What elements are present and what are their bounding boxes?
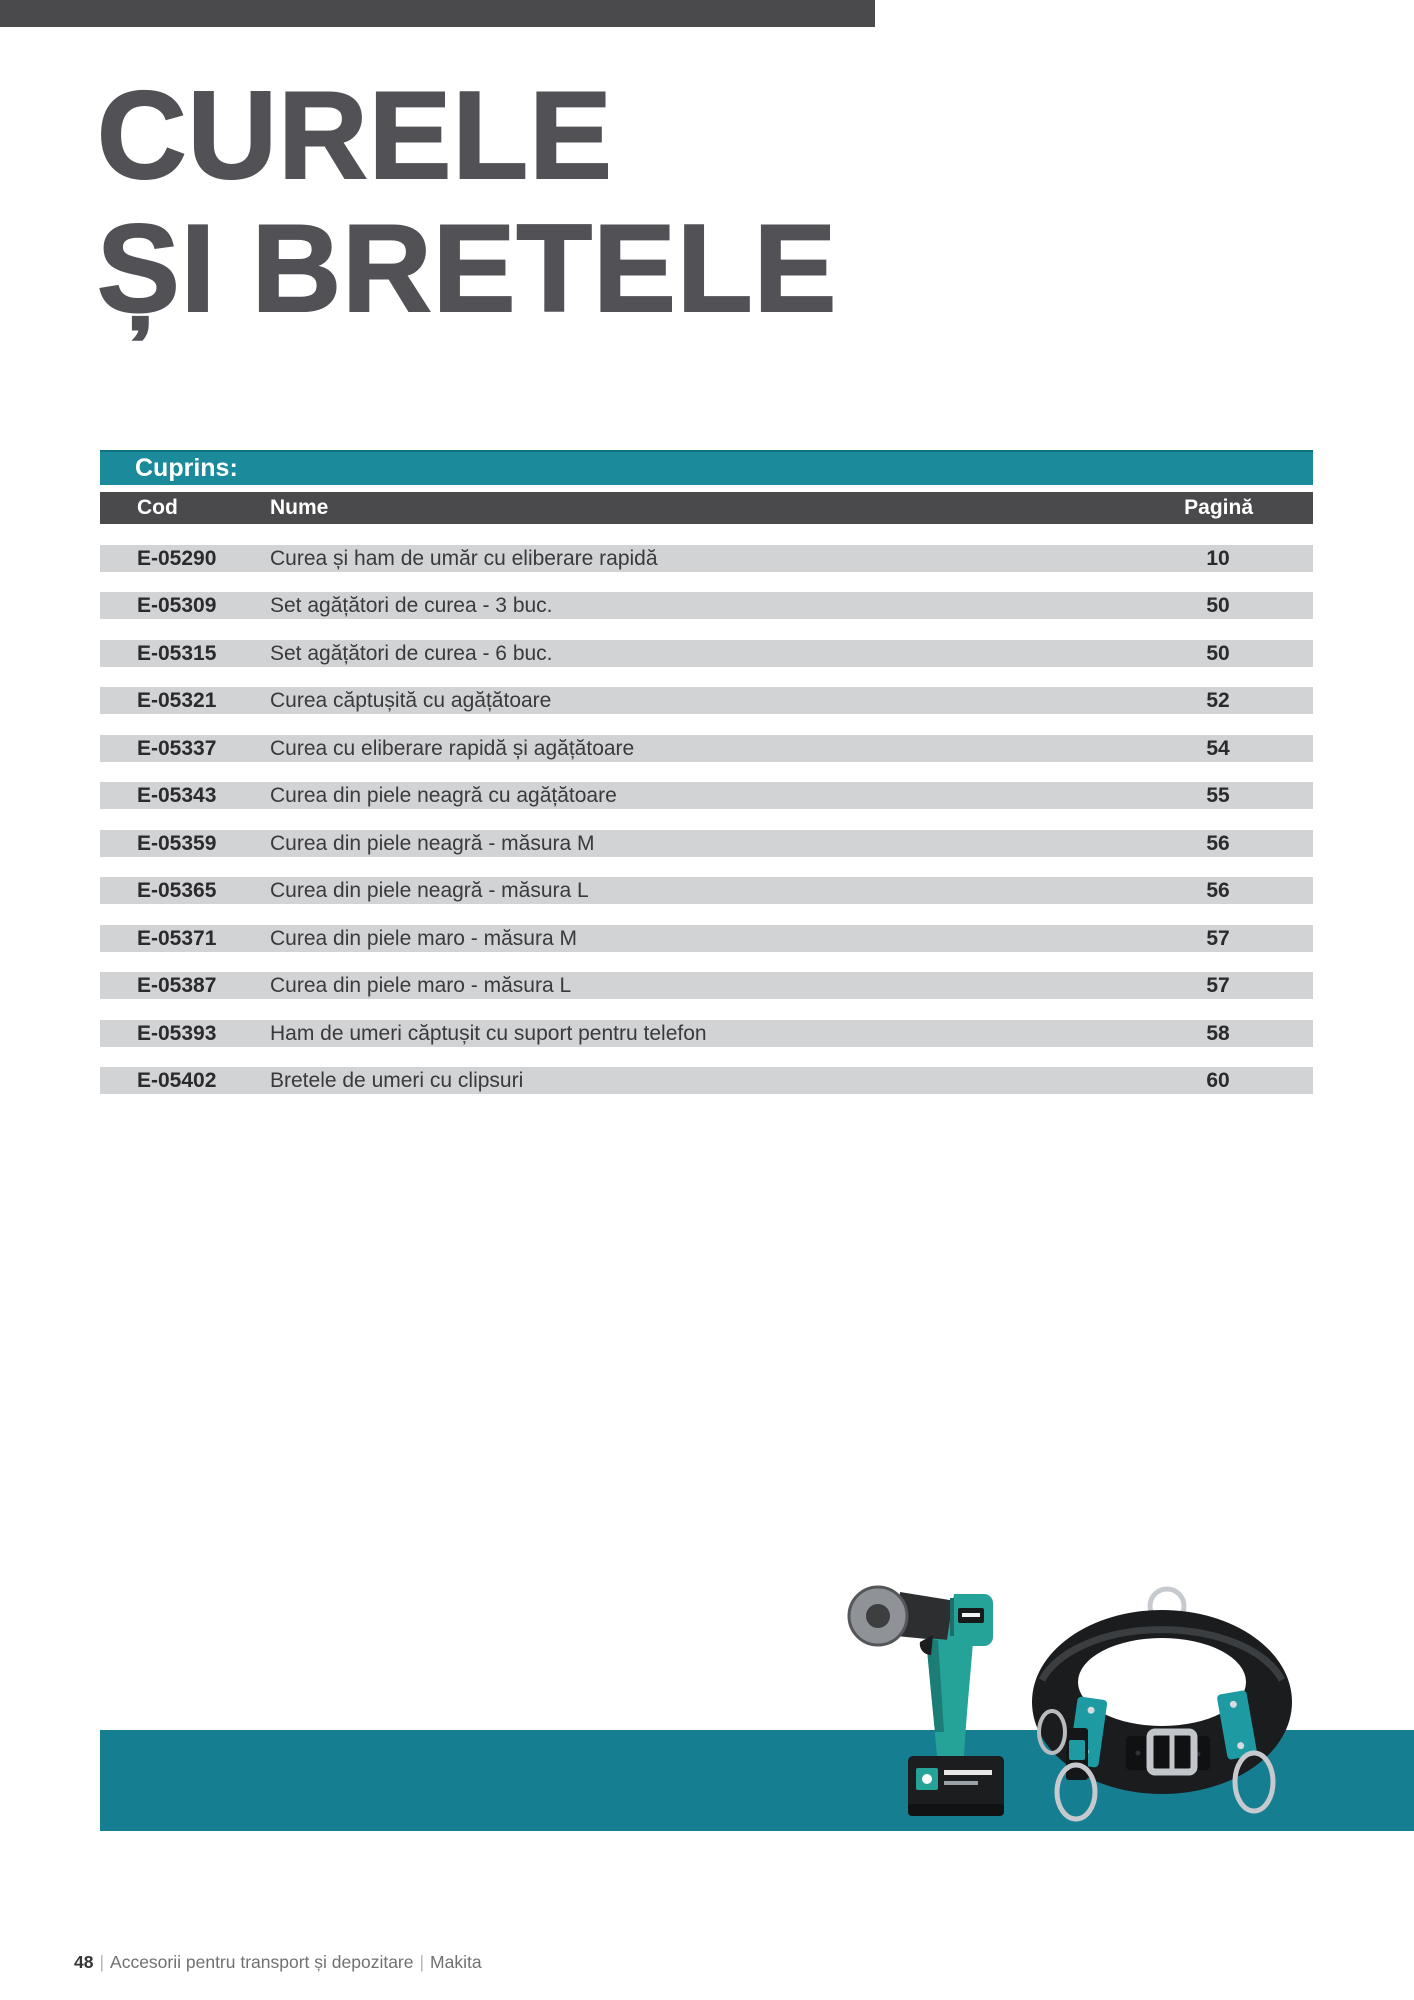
product-code: E-05309: [137, 594, 217, 617]
product-name: Curea din piele maro - măsura L: [270, 974, 572, 997]
page-title: [97, 67, 838, 338]
table-row[interactable]: [100, 782, 1313, 809]
product-name: Set agățători de curea - 6 buc.: [270, 641, 553, 665]
product-code: E-05337: [137, 736, 217, 760]
product-name: Curea căptușită cu agățătoare: [270, 689, 552, 712]
table-row[interactable]: [100, 830, 1313, 857]
column-header-nume: Nume: [270, 496, 329, 519]
table-row[interactable]: [100, 640, 1313, 667]
page-number: 58: [1206, 1021, 1230, 1045]
product-code: E-05321: [137, 689, 217, 712]
makita-drill-image: [849, 1587, 1004, 1816]
page-number: 55: [1206, 784, 1230, 807]
product-name: Set agățători de curea - 3 buc.: [270, 594, 553, 617]
footer-brand: Makita: [430, 1952, 482, 1972]
table-row[interactable]: [100, 877, 1313, 904]
table-row[interactable]: [100, 592, 1313, 619]
toc-header-row: [100, 492, 1313, 524]
product-code: E-05393: [137, 1021, 217, 1045]
page-number: 10: [1206, 546, 1230, 570]
table-row[interactable]: [100, 1020, 1313, 1047]
product-code: E-05359: [137, 831, 217, 855]
table-row[interactable]: [100, 1067, 1313, 1094]
page-number: 50: [1206, 594, 1230, 617]
title-line-2: ȘI BRETELE: [97, 200, 838, 338]
footer-section-title: Accesorii pentru transport și depozitare: [110, 1952, 414, 1972]
product-name: Curea din piele neagră cu agățătoare: [270, 784, 617, 807]
product-code: E-05387: [137, 974, 217, 997]
title-line-1: CURELE: [97, 67, 613, 205]
table-row[interactable]: [100, 972, 1313, 999]
toc-heading: Cuprins:: [100, 450, 1313, 485]
table-row[interactable]: [100, 735, 1313, 762]
table-row[interactable]: [100, 545, 1313, 572]
product-name: Curea din piele neagră - măsura M: [270, 831, 595, 855]
table-of-contents: [100, 450, 1313, 1094]
page-number: 56: [1206, 831, 1230, 855]
product-name: Curea cu eliberare rapidă și agățătoare: [270, 736, 635, 760]
product-code: E-05365: [137, 879, 217, 902]
product-name: Curea din piele neagră - măsura L: [270, 879, 589, 902]
page-number: 52: [1206, 689, 1230, 712]
table-row[interactable]: [100, 925, 1313, 952]
tool-belt-image: [1032, 1589, 1292, 1819]
product-code: E-05402: [137, 1069, 217, 1092]
table-row[interactable]: [100, 687, 1313, 714]
column-header-pagina: Pagină: [1184, 496, 1253, 519]
page-number: 56: [1206, 879, 1230, 902]
column-header-cod: Cod: [137, 496, 178, 519]
product-code: E-05371: [137, 926, 217, 950]
page-number: 50: [1206, 641, 1230, 665]
page-number: 54: [1206, 736, 1230, 760]
footer-separator: |: [419, 1952, 425, 1972]
page-number: 60: [1206, 1069, 1230, 1092]
page-footer: [74, 1952, 482, 1973]
product-name: Curea din piele maro - măsura M: [270, 926, 577, 950]
product-code: E-05343: [137, 784, 217, 807]
footer-page-number: 48: [74, 1952, 94, 1972]
top-accent-bar: [0, 0, 875, 27]
product-code: E-05315: [137, 641, 217, 665]
page-number: 57: [1206, 974, 1230, 997]
product-code: E-05290: [137, 546, 217, 570]
product-name: Curea și ham de umăr cu eliberare rapidă: [270, 546, 658, 570]
product-name: Bretele de umeri cu clipsuri: [270, 1069, 524, 1092]
footer-separator: |: [99, 1952, 105, 1972]
product-photo: [830, 1580, 1300, 1830]
product-name: Ham de umeri căptușit cu suport pentru telefon: [270, 1021, 707, 1045]
page-number: 57: [1206, 926, 1230, 950]
